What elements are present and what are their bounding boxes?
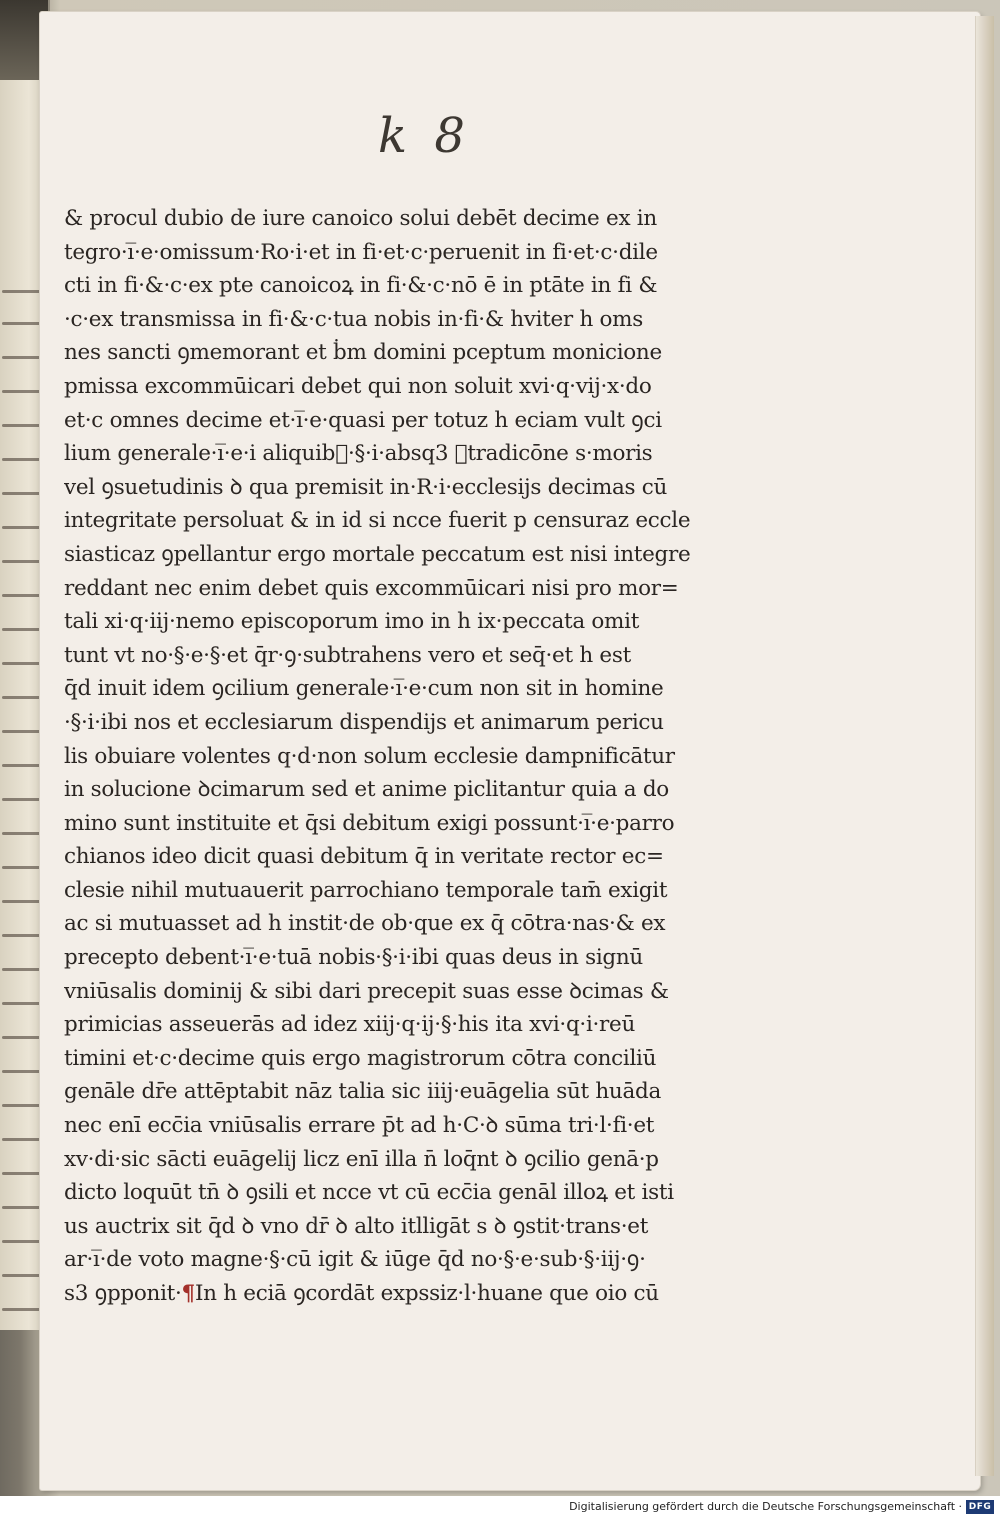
text-line: xv·di·sic sācti euāgelij licz enī illa n̄ loq̄nt ꝺ ꝯcilio genā·p [64,1146,659,1172]
text-line: siasticaz ꝯpellantur ergo mortale peccatum est nisi integre [64,541,691,567]
text-line: tunt vt no·§·e·§·et q̄r·ꝯ·subtrahens vero et seq̄·et h est [64,642,631,668]
text-line: dicto loquūt tn̄ ꝺ ꝯsili et ncce vt cū ecc̄ia genāl illoꝝ et isti [64,1180,674,1206]
text-line: cti in fi·&·c·ex pte canoicoꝝ in fi·&·c·nō ē in ptāte in fi & [64,273,658,299]
text-line: nec enī ecc̄ia vniūsalis errare p̄t ad h·C·ꝺ sūma tri·l·fi·et [64,1113,655,1139]
last-line-lead: s3 ꝯpponit· [64,1281,182,1306]
text-line: lis obuiare volentes q·d·non solum ecclesie dampnificātur [64,743,675,769]
text-line: chianos ideo dicit quasi debitum q̄ in veritate rector ec= [64,844,664,870]
text-line: integritate persoluat & in id si ncce fuerit p censuraz eccle [64,508,691,534]
text-line: vel ꝯsuetudinis ꝺ qua premisit in·R·i·ecclesijs decimas cū [64,474,668,500]
text-line: ·c·ex transmissa in fi·&·c·tua nobis in·fi·& hviter h oms [64,306,643,332]
text-line: mino sunt instituite et q̄si debitum exigi possunt·i̅·e·parro [64,810,675,836]
text-line: q̄d inuit idem ꝯcilium generale·i̅·e·cum non sit in homine [64,676,664,702]
footer-credit: Digitalisierung gefördert durch die Deutsche Forschungsgemeinschaft · [569,1500,962,1513]
page-fore-edge [975,16,994,1476]
dfg-logo: DFG [966,1500,994,1514]
text-line: clesie nihil mutuauerit parrochiano temporale tam̄ exigit [64,877,668,903]
handwritten-foliation: k 8 [378,108,471,164]
text-line: tali xi·q·iij·nemo episcoporum imo in h ix·peccata omit [64,609,640,635]
text-line: nes sancti ꝯmemorant et ḃm domini pceptum monicione [64,340,662,366]
text-line: pmissa excommūicari debet qui non soluit xvi·q·vij·x·do [64,373,652,399]
digitization-footer [0,1496,1000,1519]
text-line: primicias asseuerās ad idez xiij·q·ij·§·his ita xvi·q·i·reū [64,1012,635,1038]
printed-text-column [64,202,696,1311]
text-line: ar·i̅·de voto magne·§·cū igit & iūge q̄d no·§·e·sub·§·iij·ꝯ· [64,1247,646,1273]
text-line: lium generale·i̅·e·i aliquib᷒·§·i·absq3 ꝯtradicōne s·moris [64,441,653,467]
text-line: tegro·i̅·e·omissum·Ro·i·et in fi·et·c·peruenit in fi·et·c·dile [64,239,658,265]
text-line: timini et·c·decime quis ergo magistrorum cōtra conciliū [64,1045,657,1071]
last-line-rest: In h eciā ꝯcordāt expssiz·l·huane que oio cū [194,1281,659,1306]
text-line: & procul dubio de iure canoico solui debēt decime ex in [64,206,657,231]
text-line: vniūsalis dominij & sibi dari precepit suas esse ꝺcimas & [64,978,669,1004]
text-line: genāle dr̄e attēptabit nāz talia sic iiij·euāgelia sūt huāda [64,1079,661,1105]
text-line: et·c omnes decime et·i̅·e·quasi per totuz h eciam vult ꝯci [64,407,662,433]
text-line: ·§·i·ibi nos et ecclesiarum dispendijs et animarum pericu [64,709,664,735]
text-line: precepto debent·i̅·e·tuā nobis·§·i·ibi quas deus in signū [64,945,643,971]
text-line: us auctrix sit q̄d ꝺ vno dr̄ ꝺ alto itlligāt s ꝺ ꝯstit·trans·et [64,1213,649,1239]
text-line: in solucione ꝺcimarum sed et anime piclitantur quia a do [64,777,669,803]
text-line: reddant nec enim debet quis excommūicari nisi pro mor= [64,575,679,601]
last-text-line [64,1277,696,1311]
text-line: ac si mutuasset ad h instit·de ob·que ex q̄ cōtra·nas·& ex [64,911,666,937]
rubricated-paragraph-mark: ¶ [181,1281,195,1306]
